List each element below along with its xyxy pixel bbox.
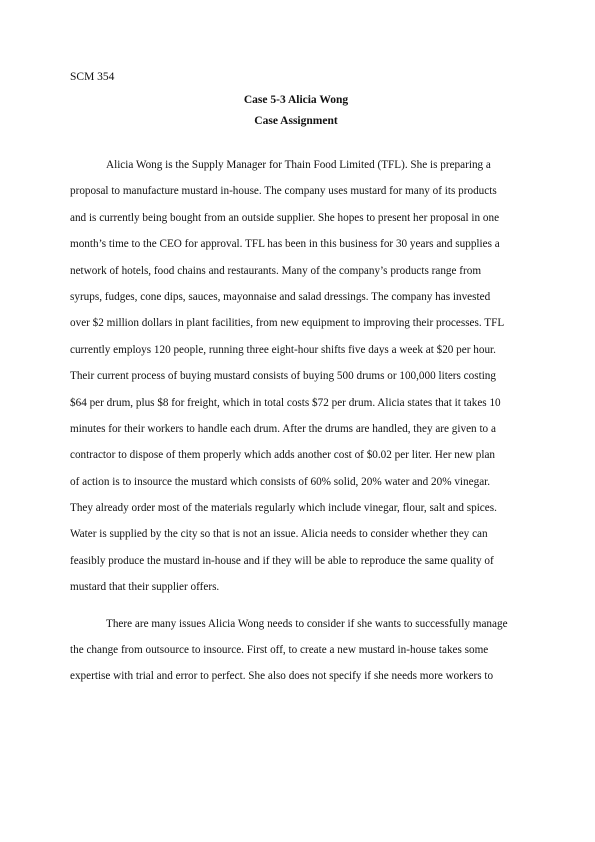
course-code: SCM 354: [70, 71, 115, 83]
paragraph-line: proposal to manufacture mustard in-house. The company uses mustard for many of its products: [70, 185, 497, 198]
paragraph-line: Alicia Wong is the Supply Manager for Thain Food Limited (TFL). She is preparing a: [106, 159, 491, 171]
paragraph-line: expertise with trial and error to perfect. She also does not specify if she needs more workers to: [70, 670, 494, 683]
paragraph-line: feasibly produce the mustard in-house and if they will be able to reproduce the same quality of: [70, 554, 494, 567]
paragraph-1: [70, 158, 522, 607]
document-title: Case 5-3 Alicia Wong: [243, 94, 349, 106]
paragraph-gap: [70, 607, 522, 617]
paragraph-line: They already order most of the materials regularly which include vinegar, flour, salt and spices.: [70, 502, 497, 515]
paragraph-line: mustard that their supplier offers.: [70, 581, 220, 594]
document-subtitle: Case Assignment: [254, 115, 338, 127]
paragraph-line: syrups, fudges, cone dips, sauces, mayonnaise and salad dressings. The company has invested: [70, 290, 491, 303]
paragraph-line: contractor to dispose of them properly which adds another cost of $0.02 per liter. Her new plan: [70, 449, 496, 462]
paragraph-line: month’s time to the CEO for approval. TFL has been in this business for 30 years and supplies a: [70, 238, 500, 251]
paragraph-2: [70, 617, 522, 696]
paragraph-line: There are many issues Alicia Wong needs to consider if she wants to successfully manage: [106, 617, 508, 630]
paragraph-line: Their current process of buying mustard consists of buying 500 drums or 100,000 liters costing: [70, 370, 496, 383]
paragraph-line: $64 per drum, plus $8 for freight, which in total costs $72 per drum. Alicia states that it takes 10: [70, 396, 501, 409]
paragraph-line: the change from outsource to insource. First off, to create a new mustard in-house takes some: [70, 644, 489, 657]
paragraph-line: over $2 million dollars in plant facilities, from new equipment to improving their processes. TFL: [70, 317, 505, 330]
paragraph-line: currently employs 120 people, running three eight-hour shifts five days a week at $20 per hour.: [70, 343, 496, 356]
paragraph-line: minutes for their workers to handle each drum. After the drums are handled, they are given to a: [70, 422, 496, 435]
paragraph-line: and is currently being bought from an outside supplier. She hopes to present her proposal in one: [70, 211, 500, 224]
document-body: [70, 158, 522, 696]
paragraph-line: Water is supplied by the city so that is not an issue. Alicia needs to consider whether they can: [70, 528, 488, 541]
paragraph-line: of action is to insource the mustard which consists of 60% solid, 20% water and 20% vinegar.: [70, 475, 491, 488]
paragraph-line: network of hotels, food chains and restaurants. Many of the company’s products range from: [70, 264, 482, 277]
